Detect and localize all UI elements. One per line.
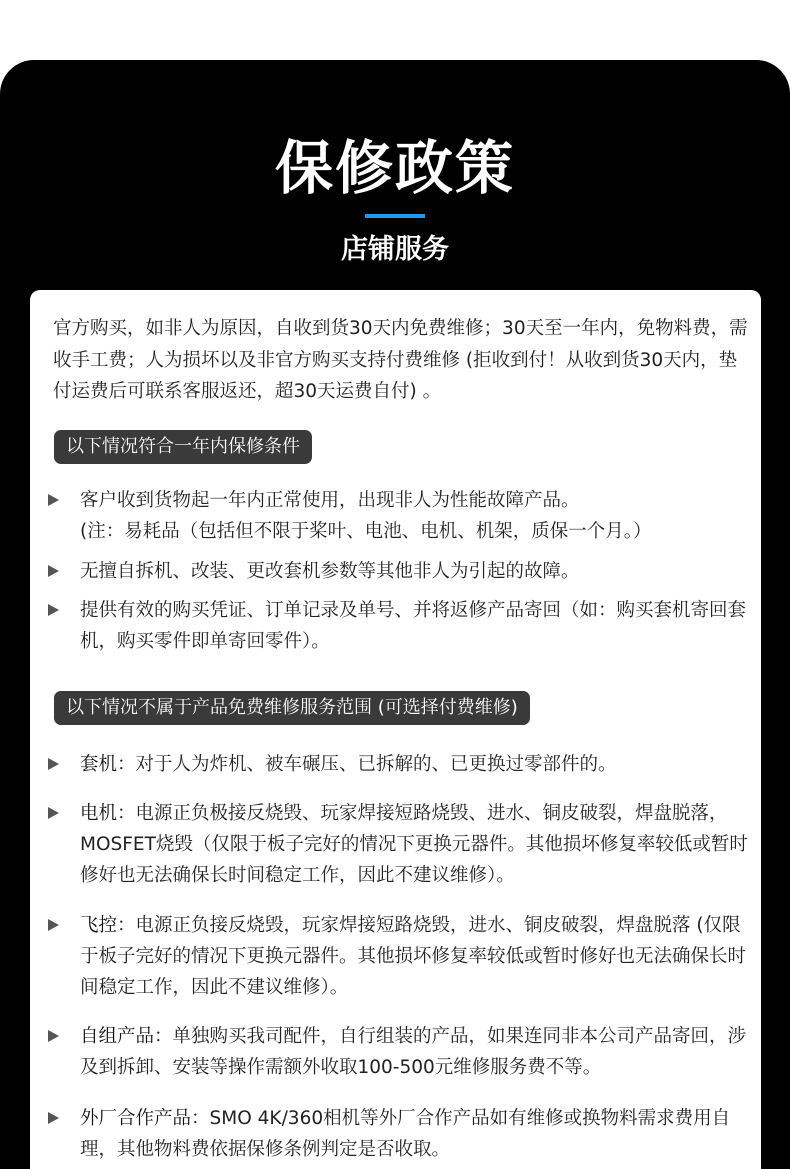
list-item-label: 套机 xyxy=(80,754,118,775)
triangle-bullet-icon xyxy=(48,494,59,506)
triangle-bullet-icon xyxy=(48,1030,59,1042)
list-item xyxy=(48,1021,750,1083)
list-item-text: ：单独购买我司配件，自行组装的产品，如果连同非本公司产品寄回，涉及到拆卸、安装等操作需额外收取100-500元维修服务费不等。 xyxy=(80,1026,747,1078)
list-item-label: 外厂合作产品 xyxy=(80,1108,192,1129)
triangle-bullet-icon xyxy=(48,565,59,577)
triangle-bullet-icon xyxy=(48,919,59,931)
list-item-note: (注：易耗品（包括但不限于桨叶、电池、电机、机架，质保一个月。） xyxy=(80,521,652,542)
list-item-text: ：电源正负极接反烧毁、玩家焊接短路烧毁、进水、铜皮破裂，焊盘脱落，MOSFET烧毁（仅限于板子完好的情况下更换元器件。其他损坏修复率较低或暂时修好也无法确保长时间稳定工作，因此不建议维修）。 xyxy=(80,803,748,886)
list-item xyxy=(48,749,750,780)
list-item xyxy=(48,910,750,1003)
list-item xyxy=(48,595,750,657)
list-item xyxy=(48,1103,750,1165)
list-item xyxy=(48,798,750,891)
triangle-bullet-icon xyxy=(48,1112,59,1124)
page-subtitle: 店铺服务 xyxy=(341,234,449,265)
list-item-text: 无擅自拆机、改装、更改套机参数等其他非人为引起的故障。 xyxy=(80,561,580,582)
list-item xyxy=(48,556,750,587)
section-heading-warranty-conditions: 以下情况符合一年内保修条件 xyxy=(54,430,312,464)
title-accent-line xyxy=(365,214,425,218)
triangle-bullet-icon xyxy=(48,758,59,770)
list-item-text: ：SMO 4K/360相机等外厂合作产品如有维修或换物料需求费用自理，其他物料费依据保修条例判定是否收取。 xyxy=(80,1108,731,1160)
list-item xyxy=(48,485,750,547)
list-item-text: ：对于人为炸机、被车碾压、已拆解的、已更换过零部件的。 xyxy=(117,754,617,775)
list-item-label: 电机 xyxy=(80,803,118,824)
list-item-label: 自组产品 xyxy=(80,1026,155,1047)
list-item-label: 飞控 xyxy=(80,915,118,936)
intro-paragraph: 官方购买，如非人为原因，自收到货30天内免费维修；30天至一年内，免物料费，需收手工费；人为损坏以及非官方购买支持付费维修 (拒收到付！从收到货30天内，垫付运费后可联系客服返还，超30天运费自付) 。 xyxy=(53,318,748,402)
list-item-text: ：电源正负接反烧毁，玩家焊接短路烧毁，进水、铜皮破裂，焊盘脱落 (仅限于板子完好的情况下更换元器件。其他损坏修复率较低或暂时修好也无法确保长时间稳定工作，因此不建议维修）。 xyxy=(80,915,747,998)
page-title: 保修政策 xyxy=(274,134,515,202)
triangle-bullet-icon xyxy=(48,604,59,616)
triangle-bullet-icon xyxy=(48,807,59,819)
section-heading-paid-repair: 以下情况不属于产品免费维修服务范围 (可选择付费维修) xyxy=(54,691,530,725)
list-item-text: 提供有效的购买凭证、订单记录及单号、并将返修产品寄回（如：购买套机寄回套机，购买零件即单寄回零件）。 xyxy=(80,600,747,652)
list-item-text: 客户收到货物起一年内正常使用，出现非人为性能故障产品。 xyxy=(80,490,580,511)
